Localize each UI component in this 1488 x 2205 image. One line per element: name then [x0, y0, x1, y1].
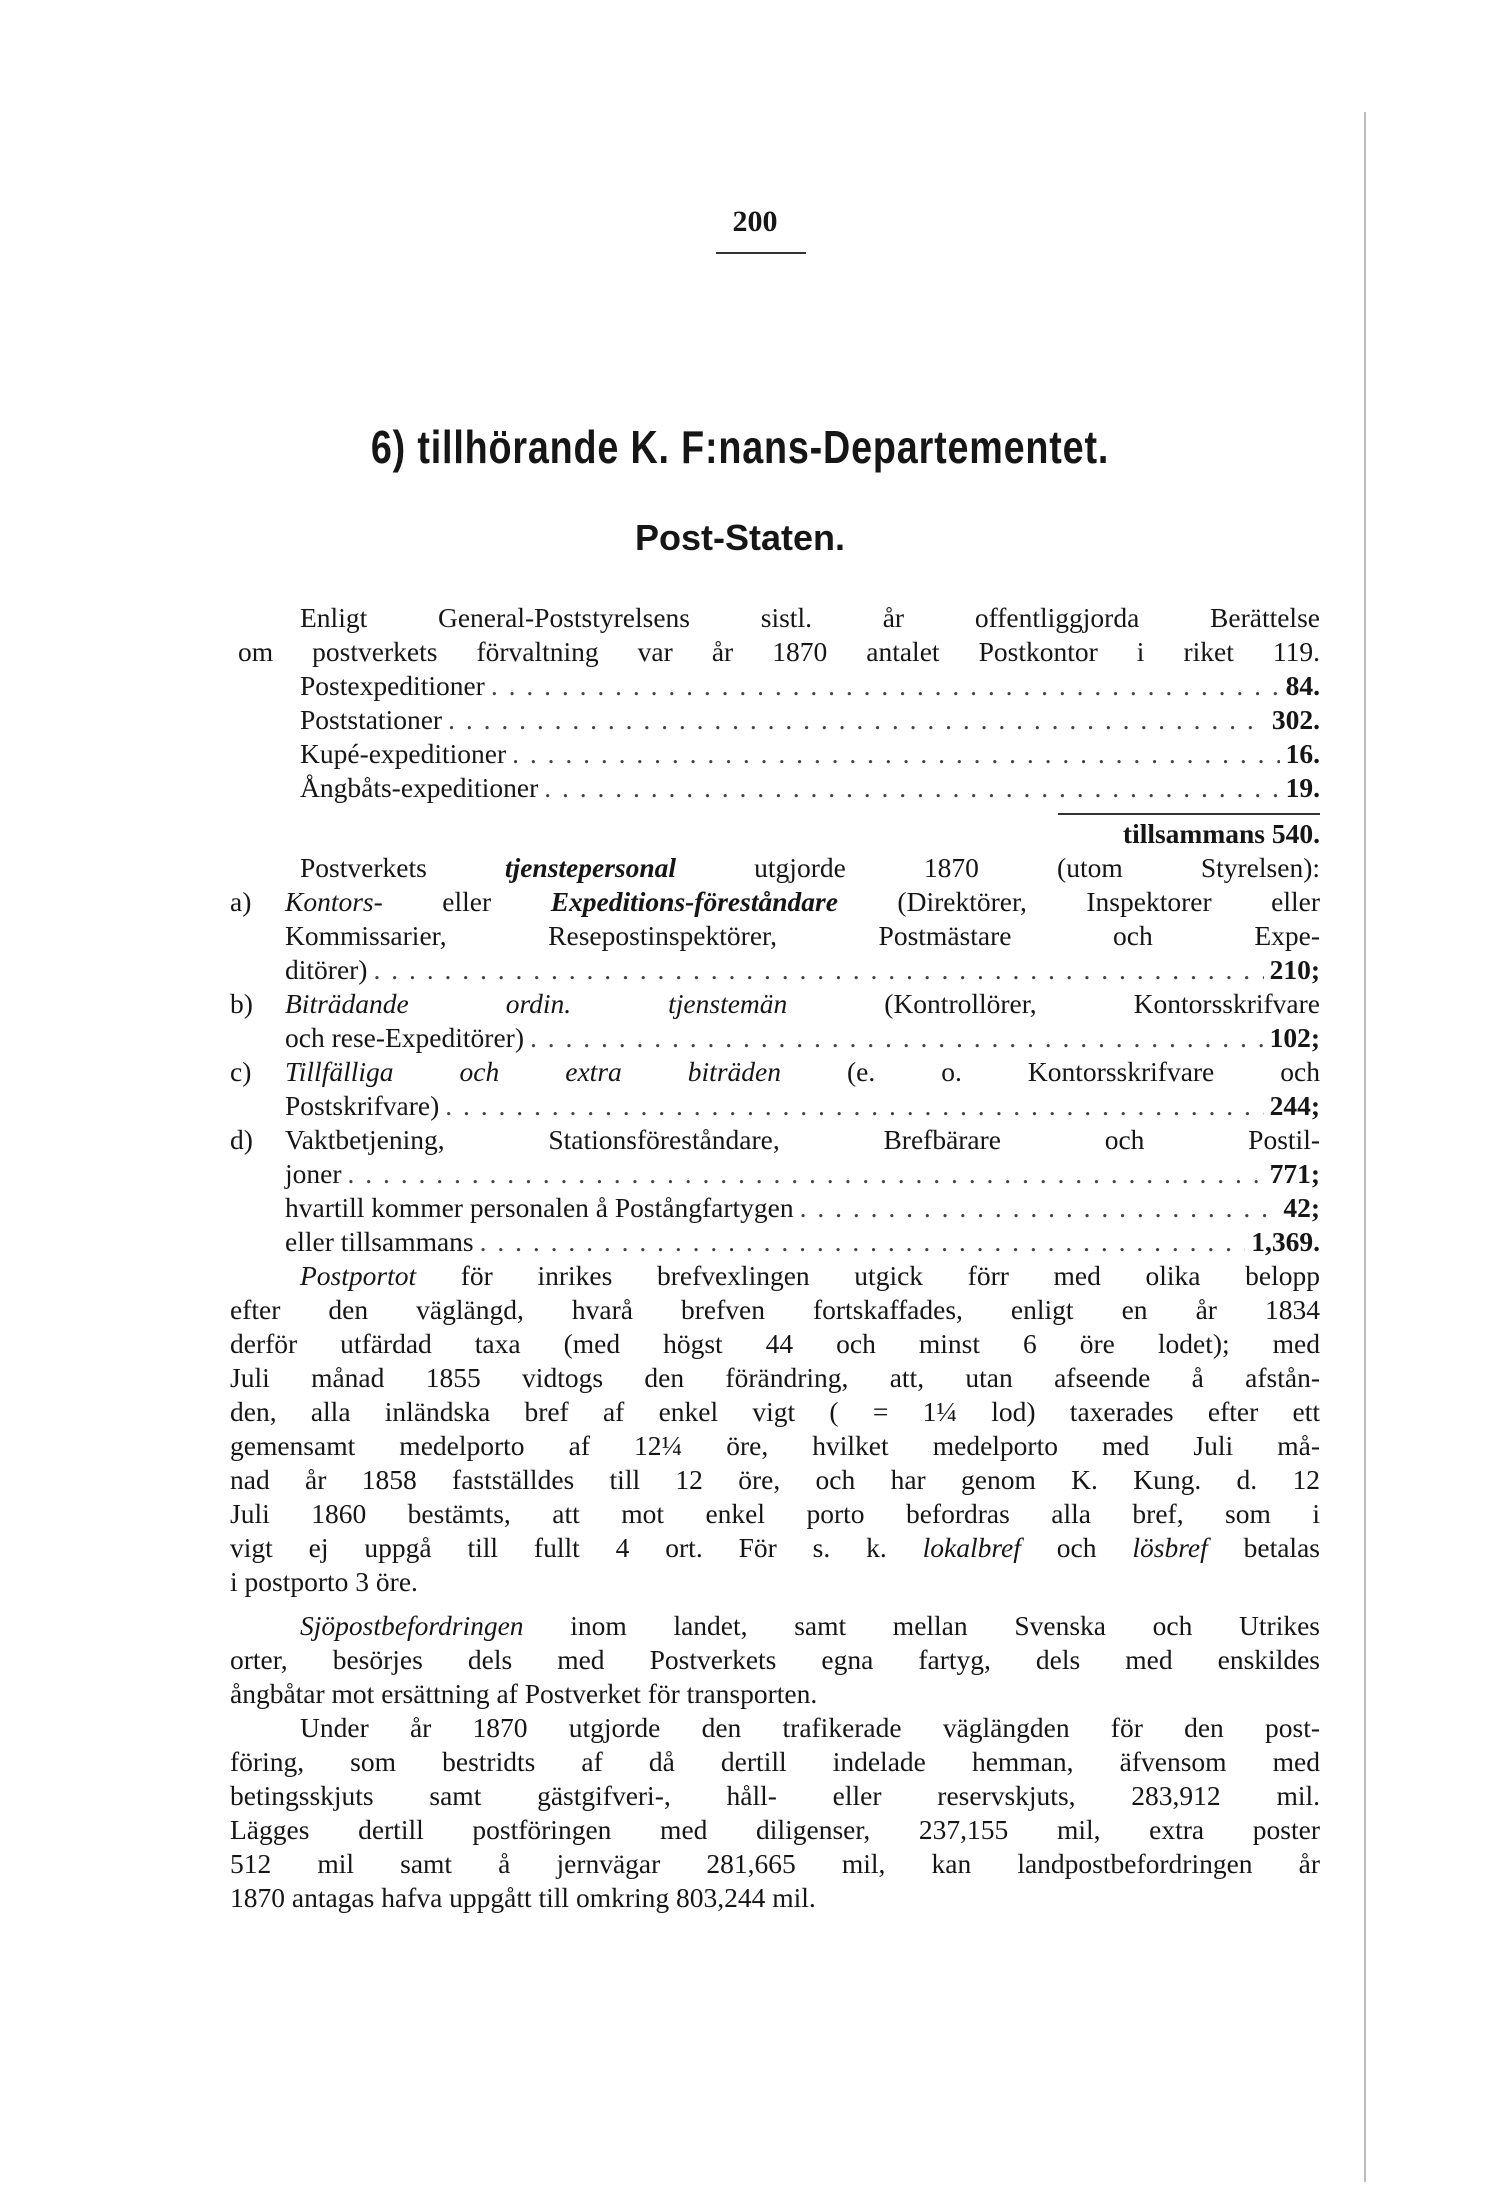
under-line: 512 mil samt å jernvägar 281,665 mil, kan landpostbefordringen år — [230, 1848, 1320, 1879]
postporto-line: nad år 1858 fastställdes till 12 öre, och har genom K. Kung. d. 12 — [230, 1464, 1320, 1495]
count-value: 19. — [1285, 772, 1320, 803]
postporto-line: den, alla inländska bref af enkel vigt ( = 1¼ lod) taxerades efter ett — [230, 1396, 1320, 1427]
count-label: Kupé-expeditioner — [300, 738, 507, 769]
under-line: 1870 antagas hafva uppgått till omkring 803,244 mil. — [230, 1882, 816, 1913]
counts-total — [1058, 817, 1320, 851]
section-title: 6) tillhörande K. F:nans-Departementet. — [370, 421, 1110, 473]
count-value: 84. — [1285, 670, 1320, 701]
postporto-line: Juli månad 1855 vidtogs den förändring, att, utan afseende å afstån- — [230, 1362, 1320, 1393]
count-label: Poststationer — [300, 704, 443, 735]
personnel-intro: Postverkets tjenstepersonal utgjorde 1870 (utom Styrelsen): — [300, 852, 1320, 883]
item-b-line-1: Biträdande ordin. tjenstemän (Kontrollörer, Kontorsskrifvare — [285, 988, 1320, 1019]
item-c-line-1: Tillfälliga och extra biträden (e. o. Kontorsskrifvare och — [285, 1056, 1320, 1087]
under-line: föring, som bestridts af då dertill indelade hemman, äfvensom med — [230, 1746, 1320, 1777]
item-c-line-2: Postskrifvare) . . . 244; — [285, 1089, 1320, 1123]
counts-total-label: tillsammans — [1122, 818, 1265, 849]
count-row — [300, 771, 1320, 805]
sum-rule — [1058, 813, 1320, 815]
count-value: 302. — [1271, 704, 1320, 735]
count-label: Ångbåts-expeditioner — [300, 772, 539, 803]
under-line: betingsskjuts samt gästgifveri-, håll- eller reservskjuts, 283,912 mil. — [230, 1780, 1320, 1811]
item-marker-d: d) — [230, 1124, 253, 1155]
item-a-line-3: ditörer) . . . 210; — [285, 953, 1320, 987]
count-row — [300, 737, 1320, 771]
postporto-line: Postportot för inrikes brefvexlingen utgick förr med olika belopp — [300, 1260, 1320, 1291]
item-d-line-1: Vaktbetjening, Stationsföreståndare, Brefbärare och Postil- — [285, 1124, 1320, 1155]
item-b-line-2: och rese-Expeditörer) . . . 102; — [285, 1021, 1320, 1055]
item-d-line-2: joner . . . 771; — [285, 1157, 1320, 1191]
section-subtitle: Post-Staten. — [634, 517, 846, 558]
item-marker-c: c) — [230, 1056, 252, 1087]
postporto-line: efter den väglängd, hvarå brefven fortskaffades, enligt en år 1834 — [230, 1294, 1320, 1325]
count-value: 16. — [1285, 738, 1320, 769]
under-line: Under år 1870 utgjorde den trafikerade väglängden för den post- — [300, 1712, 1320, 1743]
page-edge-line — [1364, 112, 1366, 2182]
intro-line-1: Enligt General-Poststyrelsens sistl. år offentliggjorda Berättelse — [300, 602, 1320, 633]
page-number: 200 — [732, 205, 778, 238]
personnel-total: eller tillsammans . . . 1,369. — [285, 1225, 1320, 1259]
item-marker-a: a) — [230, 886, 252, 917]
count-row — [300, 669, 1320, 703]
sjopost-line: ångbåtar mot ersättning af Postverket för transporten. — [230, 1678, 818, 1709]
count-label: Postexpeditioner — [300, 670, 485, 701]
intro-line-2: om postverkets förvaltning var år 1870 antalet Postkontor i riket 119. — [238, 636, 1320, 667]
personnel-extra: hvartill kommer personalen å Postångfartygen . . . 42; — [285, 1191, 1320, 1225]
sjopost-line: Sjöpostbefordringen inom landet, samt mellan Svenska och Utrikes — [300, 1610, 1320, 1641]
postporto-line: derför utfärdad taxa (med högst 44 och minst 6 öre lodet); med — [230, 1328, 1320, 1359]
postporto-line: gemensamt medelporto af 12¼ öre, hvilket medelporto med Juli må- — [230, 1430, 1320, 1461]
sjopost-line: orter, besörjes dels med Postverkets egna fartyg, dels med enskildes — [230, 1644, 1320, 1675]
count-row — [300, 703, 1320, 737]
counts-total-value: 540. — [1271, 818, 1320, 849]
under-line: Lägges dertill postföringen med diligenser, 237,155 mil, extra poster — [230, 1814, 1320, 1845]
page-number-rule — [716, 252, 806, 254]
postporto-line: i postporto 3 öre. — [230, 1566, 418, 1597]
item-a-line-2: Kommissarier, Resepostinspektörer, Postmästare och Expe- — [285, 920, 1320, 951]
item-a-line-1: Kontors- eller Expeditions-föreståndare (Direktörer, Inspektorer eller — [285, 886, 1320, 917]
postporto-line: vigt ej uppgå till fullt 4 ort. För s. k. lokalbref och lösbref betalas — [230, 1532, 1320, 1563]
postporto-line: Juli 1860 bestämts, att mot enkel porto befordras alla bref, som i — [230, 1498, 1320, 1529]
item-marker-b: b) — [230, 988, 253, 1019]
